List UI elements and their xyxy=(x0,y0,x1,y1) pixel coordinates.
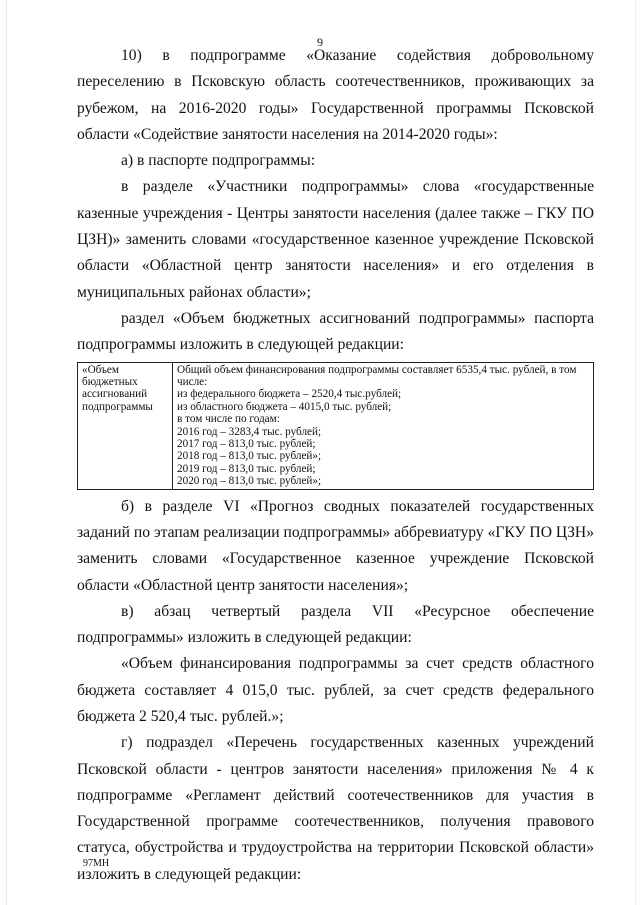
table-row xyxy=(78,362,594,489)
budget-table-wrapper xyxy=(77,362,594,490)
footer-code: 97МН xyxy=(83,858,110,869)
paragraph-subitem-b: б) в разделе VI «Прогноз сводных показателей государственных заданий по этапам реализации подпрограммы» аббревиатуру «ГКУ ПО ЦЗН» заменить словами «Государственное казенное учреждение Псковской области «Областной центр занятости населения»; xyxy=(77,497,594,594)
paragraph-budget-section: раздел «Объем бюджетных ассигнований подпрограммы» паспорта подпрограммы изложить в следующей редакции: xyxy=(77,309,594,354)
table-content-line: 2016 год – 3283,4 тыс. рублей; xyxy=(177,425,322,438)
budget-table xyxy=(77,362,594,490)
paragraph-subitem-g: г) подраздел «Перечень государственных казенных учреждений Псковской области - центров занятости населения» приложения № 4 к подпрограмме «Регламент действий соотечественников для участия в Государственной программе соотечественников, получения правового статуса, обустройства и трудоустройства на территории Псковской области» изложить в следующей редакции: xyxy=(77,734,594,883)
scan-edge-right xyxy=(635,0,636,905)
paragraph-subitem-v: в) абзац четвертый раздела VII «Ресурсное обеспечение подпрограммы» изложить в следующей редакции: xyxy=(77,602,594,647)
table-label-line: подпрограммы xyxy=(82,400,153,413)
document-body xyxy=(77,43,594,888)
table-cell-content xyxy=(173,362,594,489)
table-content-line: в том числе по годам: xyxy=(177,413,280,426)
table-content-line: 2019 год – 813,0 тыс. рублей; xyxy=(177,462,316,475)
table-content-line: из областного бюджета – 4015,0 тыс. рублей; xyxy=(177,400,392,413)
table-label-line: ассигнований xyxy=(82,388,148,401)
table-label-line: «Объем xyxy=(82,363,119,376)
table-cell-label xyxy=(78,362,173,489)
table-content-line: 2017 год – 813,0 тыс. рублей; xyxy=(177,438,316,450)
page-number: 9 xyxy=(317,35,323,49)
table-content-line: Общий объем финансирования подпрограммы составляет 6535,4 тыс. рублей, в том числе: xyxy=(177,363,577,388)
paragraph-item-10: 10) в подпрограмме «Оказание содействия добровольному переселению в Псковскую область соотечественников, проживающих за рубежом, на 2016-2020 годы» Государственной программы Псковской области «Содействие занятости населения на 2014-2020 годы»: xyxy=(77,47,594,143)
table-content-line: 2018 год – 813,0 тыс. рублей»; xyxy=(177,450,322,463)
paragraph-participants: в разделе «Участники подпрограммы» слова «государственные казенные учреждения - Центры занятости населения (далее также – ГКУ ПО ЦЗН)» заменить словами «государственное казенное учреждение Псковской области «Областной центр занятости населения» и его отделения в муниципальных районах области»; xyxy=(77,178,594,301)
scan-edge-left xyxy=(6,0,7,905)
table-content-line: 2020 год – 813,0 тыс. рублей»; xyxy=(177,475,322,488)
paragraph-financing-quote: «Объем финансирования подпрограммы за счет средств областного бюджета составляет 4 015,0 тыс. рублей, за счет средств федерального бюджета 2 520,4 тыс. рублей.»; xyxy=(77,655,594,725)
table-label-line: бюджетных xyxy=(82,375,138,388)
paragraph-subitem-a: а) в паспорте подпрограммы: xyxy=(121,152,316,170)
table-content-line: из федерального бюджета – 2520,4 тыс.рублей; xyxy=(177,388,402,401)
